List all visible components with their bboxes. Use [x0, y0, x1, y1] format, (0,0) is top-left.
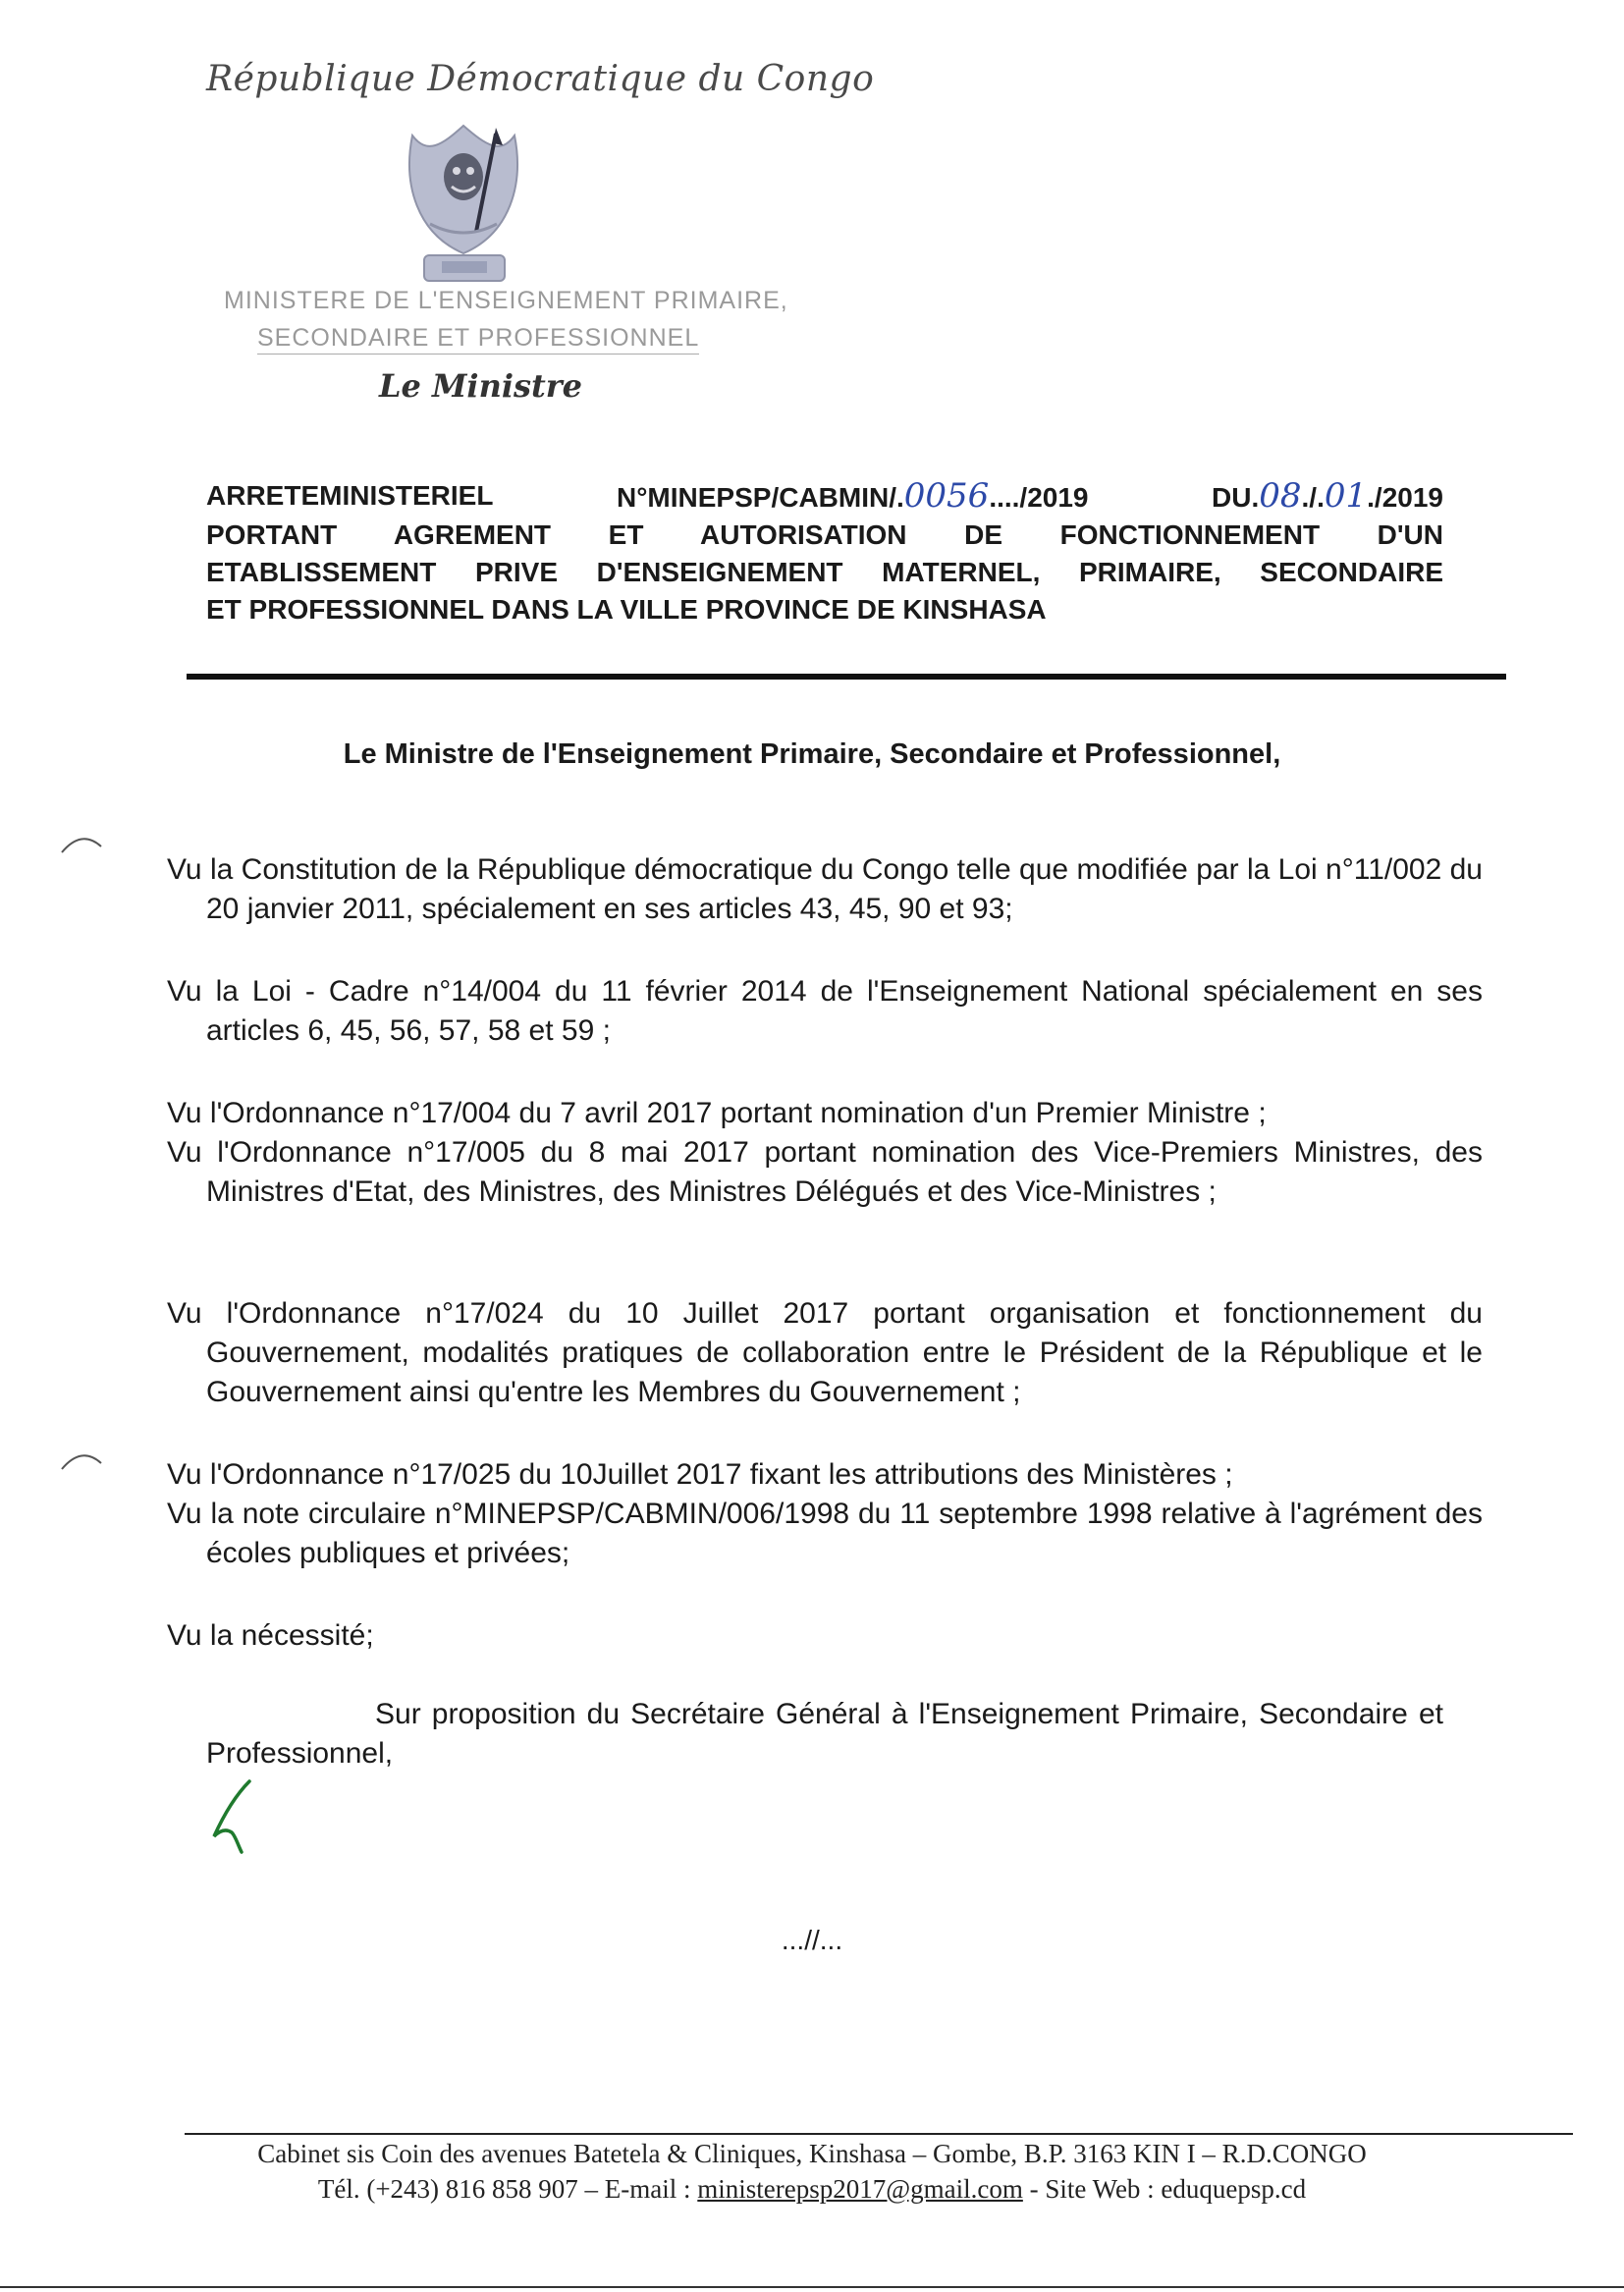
footer-divider	[185, 2133, 1573, 2135]
considerant-necessite: Vu la nécessité;	[167, 1619, 374, 1652]
decree-label: ARRETEMINISTERIEL	[206, 480, 494, 511]
decree-date	[1212, 477, 1443, 517]
ministry-name-line2: SECONDAIRE ET PROFESSIONNEL	[257, 324, 699, 355]
considerant-ordonnance-premier-ministre: Vu l'Ordonnance n°17/004 du 7 avril 2017 portant nomination d'un Premier Ministre ;	[167, 1097, 1267, 1129]
title-divider	[187, 674, 1506, 680]
date-day-handwritten: 08	[1259, 476, 1302, 516]
considerant-constitution: Vu la Constitution de la République démocratique du Congo telle que modifiée par la Loi n°11/002 du 20 janvier 2011, spécialement en ses articles 43, 45, 90 et 93;	[167, 853, 1483, 925]
considerant-note-circulaire: Vu la note circulaire n°MINEPSP/CABMIN/006/1998 du 11 septembre 1998 relative à l'agrément des écoles publiques et privées;	[167, 1498, 1483, 1569]
handwritten-initial	[206, 1775, 265, 1856]
footer-email-link[interactable]: ministerepsp2017@gmail.com	[697, 2174, 1023, 2204]
page-bottom-edge	[0, 2286, 1624, 2288]
footer-website: - Site Web : eduquepsp.cd	[1022, 2174, 1307, 2204]
ref-prefix: N°MINEPSP/CABMIN/.	[617, 482, 904, 513]
page-continuation-mark: ...//...	[781, 1925, 843, 1955]
coat-of-arms-emblem	[403, 116, 525, 288]
footer-address: Cabinet sis Coin des avenues Batetela & Cliniques, Kinshasa – Gombe, B.P. 3163 KIN I – R.D.CONGO	[257, 2139, 1367, 2168]
decree-number	[617, 477, 1089, 517]
punch-hole-mark	[59, 1449, 104, 1471]
date-month-handwritten: 01	[1324, 476, 1368, 516]
proposition-clause: Sur proposition du Secrétaire Général à l'Enseignement Primaire, Secondaire et Professionnel,	[206, 1698, 1443, 1770]
republic-name: République Démocratique du Congo	[206, 59, 875, 99]
considerant-ordonnance-vice-premiers: Vu l'Ordonnance n°17/005 du 8 mai 2017 portant nomination des Vice-Premiers Ministres, des Ministres d'Etat, des Ministres, des Ministres Délégués et des Vice-Ministres ;	[167, 1136, 1483, 1208]
considerant-ordonnance-attributions: Vu l'Ordonnance n°17/025 du 10Juillet 2017 fixant les attributions des Ministères ;	[167, 1458, 1233, 1491]
ref-suffix: ..../2019	[989, 482, 1089, 513]
ref-number-handwritten: 0056	[903, 476, 990, 516]
date-suffix: ./2019	[1367, 482, 1443, 513]
decree-reference-line	[206, 477, 1443, 517]
decree-title	[206, 477, 1443, 628]
footer-tel: Tél. (+243) 816 858 907 – E-mail :	[317, 2174, 698, 2204]
considerant-ordonnance-gouvernement: Vu l'Ordonnance n°17/024 du 10 Juillet 2017 portant organisation et fonctionnement du Gouvernement, modalités pratiques de collaboration entre le Président de la République et le Gouvernement ainsi qu'entre les Membres du Gouvernement ;	[167, 1297, 1483, 1408]
punch-hole-mark	[59, 833, 104, 854]
decree-title-line2: PORTANT AGREMENT ET AUTORISATION DE FONCTIONNEMENT D'UN	[206, 519, 1443, 550]
ministry-name-line1: MINISTERE DE L'ENSEIGNEMENT PRIMAIRE,	[224, 287, 788, 314]
date-separator: ./.	[1301, 482, 1325, 513]
decree-title-line3: ETABLISSEMENT PRIVE D'ENSEIGNEMENT MATERNEL, PRIMAIRE, SECONDAIRE	[206, 557, 1443, 587]
footer-contact	[0, 2174, 1624, 2205]
date-prefix: DU.	[1212, 482, 1260, 513]
decree-title-line4: ET PROFESSIONNEL DANS LA VILLE PROVINCE DE KINSHASA	[206, 594, 1047, 625]
considerant-loi-cadre: Vu la Loi - Cadre n°14/004 du 11 février 2014 de l'Enseignement National spécialement en ses articles 6, 45, 56, 57, 58 et 59 ;	[167, 975, 1483, 1047]
signatory-title: Le Ministre	[379, 367, 583, 405]
preamble-heading: Le Ministre de l'Enseignement Primaire, Secondaire et Professionnel,	[343, 738, 1281, 770]
